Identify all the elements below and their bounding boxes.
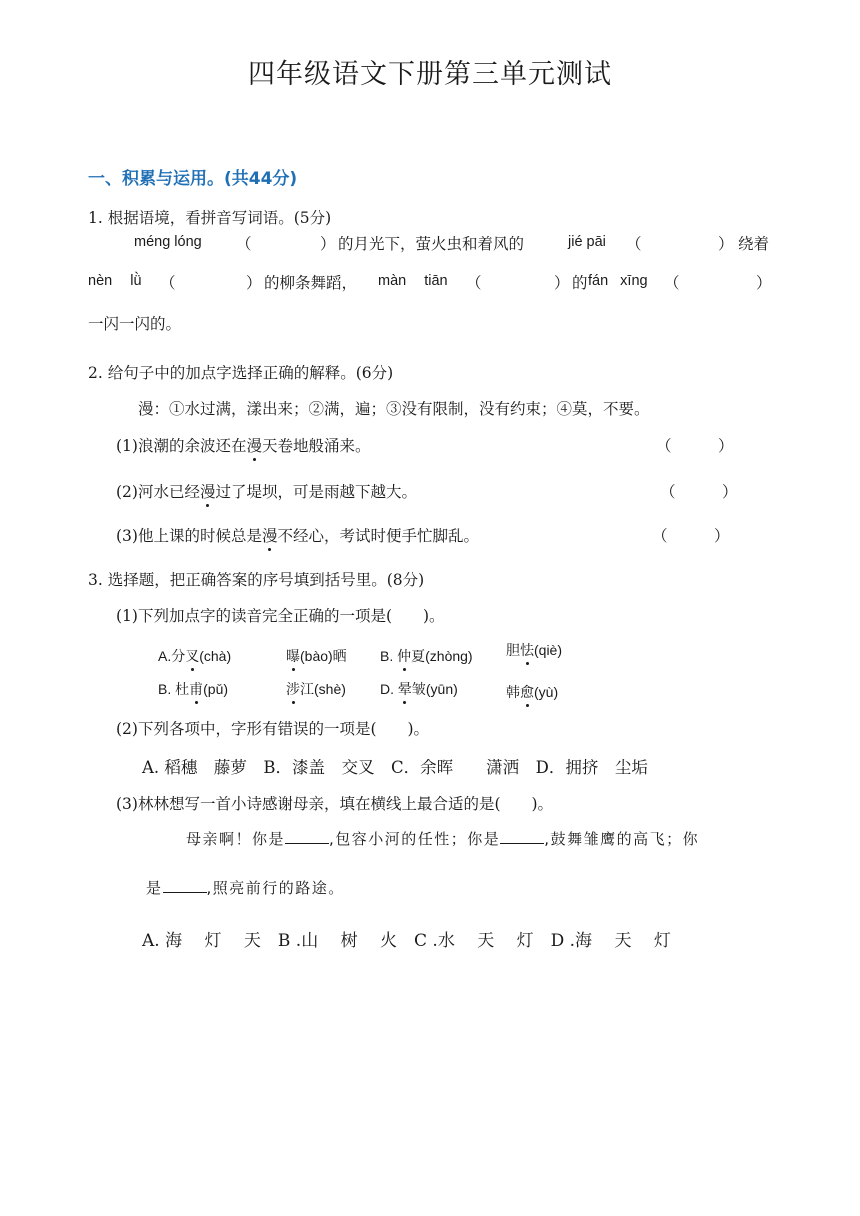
option-text: B. — [380, 648, 398, 664]
option-b1 — [380, 646, 473, 666]
q3-sub1: (1)下列加点字的读音完全正确的一项是( )。 — [116, 607, 445, 625]
option-text: 夏(zhòng) — [411, 648, 473, 664]
q2-definitions: 漫：①水过满，漾出来；②满，遍；③没有限制，没有约束；④莫，不要。 — [138, 400, 650, 418]
sentence-text: (1)浪潮的余波还在 — [116, 437, 247, 455]
option-text: A.分 — [158, 648, 186, 664]
sentence-text: 不经心，考试时便手忙脚乱。 — [277, 527, 479, 545]
q3-sub3-options: A. 海 灯 天 B .山 树 火 C .水 天 灯 D .海 天 灯 — [142, 931, 671, 951]
option-text: (qiè) — [534, 642, 563, 658]
option-d1 — [380, 679, 458, 699]
dotted-char: 晕 — [397, 681, 412, 697]
q1-text-4: 的 — [572, 274, 588, 292]
pinyin-jiepai: jié pāi — [568, 234, 606, 250]
paren-close: ） — [320, 235, 336, 253]
dotted-char: 甫 — [189, 681, 204, 697]
dotted-char: 漫 — [200, 480, 216, 502]
paren-close: ） — [246, 274, 262, 292]
poem-line-1 — [186, 828, 699, 849]
dotted-char: 漫 — [246, 434, 262, 456]
fill-blank — [285, 829, 329, 844]
poem-text: ,包容小河的任性；你是 — [329, 830, 501, 848]
q2-sentence-1 — [116, 434, 371, 456]
q3-prompt: 3. 选择题，把正确答案的序号填到括号里。(8分) — [88, 571, 425, 589]
option-text: 胆 — [506, 642, 520, 658]
option-text: (bào)晒 — [300, 648, 347, 664]
dotted-char: 漫 — [262, 524, 278, 546]
option-d2 — [506, 682, 558, 702]
q2-prompt: 2. 给句子中的加点字选择正确的解释。(6分) — [88, 364, 394, 382]
pinyin-menglong: méng lóng — [134, 234, 202, 250]
paren-open: （ — [664, 274, 680, 292]
dotted-char: 叉 — [185, 648, 200, 664]
q1-text-2: 绕着 — [738, 235, 770, 253]
option-text: (yù) — [534, 684, 559, 700]
section-heading: 一、积累与运用。(共44分) — [88, 169, 298, 189]
option-c1 — [158, 679, 228, 699]
option-text: D. — [380, 681, 398, 697]
dotted-char: 曝 — [286, 648, 300, 664]
paren-open: （ — [160, 274, 176, 292]
q3-sub2: (2)下列各项中，字形有错误的一项是( )。 — [116, 720, 430, 738]
pinyin-mantian: màn tiān — [378, 273, 448, 289]
poem-text: ,鼓舞雏鹰的高飞；你 — [544, 830, 700, 848]
paren-close: ） — [718, 235, 734, 253]
option-c2 — [286, 679, 346, 699]
sentence-text: 天卷地般涌来。 — [261, 437, 371, 455]
option-text: 皱(yūn) — [411, 681, 458, 697]
q1-text-1: 的月光下，萤火虫和着风的 — [338, 235, 525, 253]
q3-sub2-options: A. 稻穗 藤萝 B．漆盖 交叉 C．余晖 潇洒 D．拥挤 尘垢 — [142, 758, 648, 777]
answer-paren: （ ） — [652, 527, 730, 545]
option-text: 江(shè) — [300, 681, 346, 697]
poem-text: ,照亮前行的路途。 — [206, 879, 345, 897]
poem-line-2 — [146, 877, 345, 898]
q1-text-5: 一闪一闪的。 — [88, 315, 182, 333]
option-text: (pǔ) — [203, 681, 229, 697]
option-a1 — [158, 646, 231, 666]
answer-paren: （ ） — [656, 437, 734, 455]
sentence-text: (3)他上课的时候总是 — [116, 527, 262, 545]
answer-paren: （ ） — [660, 483, 738, 501]
page-title: 四年级语文下册第三单元测试 — [248, 59, 612, 90]
q1-prompt: 1. 根据语境，看拼音写词语。(5分) — [88, 209, 332, 227]
fill-blank — [500, 829, 544, 844]
option-text: (chà) — [199, 648, 232, 664]
q3-sub3: (3)林林想写一首小诗感谢母亲，填在横线上最合适的是( )。 — [116, 795, 554, 813]
option-a2 — [286, 646, 347, 666]
q2-sentence-3 — [116, 524, 479, 546]
option-text: 韩 — [506, 684, 520, 700]
sentence-text: (2)河水已经 — [116, 483, 200, 501]
dotted-char: 愈 — [520, 684, 534, 700]
paren-open: （ — [466, 274, 482, 292]
paren-open: （ — [626, 235, 642, 253]
dotted-char: 怯 — [520, 642, 534, 658]
fill-blank — [163, 878, 207, 893]
sentence-text: 过了堤坝，可是雨越下越大。 — [215, 483, 417, 501]
option-b2 — [506, 640, 562, 660]
paren-close: ） — [756, 274, 772, 292]
q2-sentence-2 — [116, 480, 417, 502]
poem-text: 母亲啊！你是 — [186, 830, 286, 848]
paren-open: （ — [236, 235, 252, 253]
dotted-char: 涉 — [286, 681, 300, 697]
q1-text-3: 的柳条舞蹈， — [264, 274, 358, 292]
option-text: B. 杜 — [158, 681, 190, 697]
pinyin-nenlv: nèn lǜ — [88, 273, 142, 289]
paren-close: ） — [554, 274, 570, 292]
pinyin-fanxing: fán xīng — [588, 273, 648, 289]
dotted-char: 仲 — [397, 648, 412, 664]
poem-text: 是 — [146, 879, 163, 897]
